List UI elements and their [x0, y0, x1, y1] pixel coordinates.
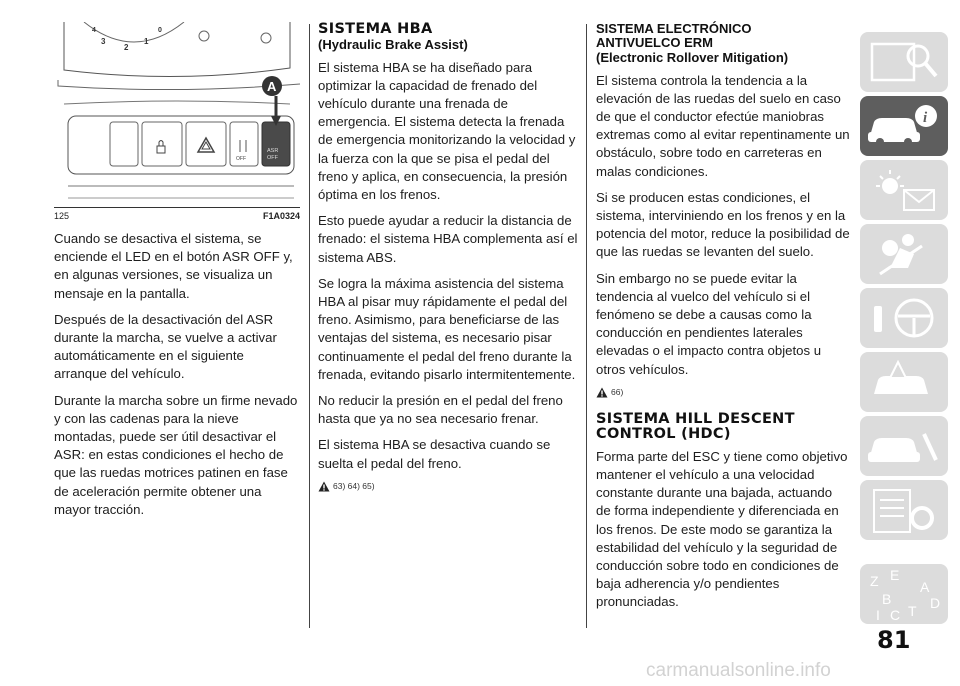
dial-label-0: 0: [158, 27, 162, 34]
section-subtitle-hba: (Hydraulic Brake Assist): [318, 37, 468, 52]
section-title-erm-line1: SISTEMA ELECTRÓNICO: [596, 21, 752, 36]
airbag-passenger-icon: [860, 224, 948, 284]
tab-specifications[interactable]: [860, 480, 948, 540]
off-label: OFF: [267, 155, 278, 161]
paragraph: Si se producen estas condiciones, el sistema, interviniendo en los frenos y en la potencia del motor, reduce la posibilidad de que las ruedas se levanten del suelo.: [596, 189, 850, 260]
svg-text:E: E: [890, 567, 900, 583]
svg-text:I: I: [876, 607, 880, 623]
steering-wheel-icon: [860, 288, 948, 348]
car-maintenance-icon: [860, 416, 948, 476]
column-divider: [586, 24, 587, 628]
svg-text:A: A: [920, 579, 930, 595]
warning-reference: [318, 481, 580, 492]
svg-text:T: T: [908, 603, 917, 619]
traction-off-icon: [236, 140, 246, 162]
paragraph: Esto puede ayudar a reducir la distancia de frenado: el sistema HBA complementa así el sistema ABS.: [318, 213, 578, 265]
svg-text:B: B: [882, 591, 892, 607]
specifications-gear-icon: [860, 480, 948, 540]
section-subtitle-erm: (Electronic Rollover Mitigation): [596, 50, 789, 65]
figure-number: 125: [54, 211, 70, 221]
warning-refs: 66): [611, 387, 624, 398]
warning-triangle-icon: [596, 387, 608, 398]
warning-triangle-icon: [318, 481, 330, 492]
asr-label: ASR: [267, 148, 279, 154]
tab-car-maintenance[interactable]: [860, 416, 948, 476]
asr-button-figure: [54, 22, 300, 207]
car-info-icon: [860, 96, 948, 156]
paragraph: Forma parte del ESC y tiene como objetivo mantener el vehículo a una velocidad constante durante una bajada, actuando de forma independiente y diferenciada en los frenos. De este modo se garantiza la estabilidad del vehículo y la seguridad de conducción sobre todo en condiciones de baja adherencia y/o pendientes pronunciadas.: [596, 448, 848, 610]
footer-watermark: carmanualsonline.info: [646, 660, 831, 681]
paragraph: Cuando se desactiva el sistema, se enciende el LED en el botón ASR OFF y, en algunas versiones, se visualiza un mensaje en la pantalla.: [54, 231, 293, 301]
warning-reference: [596, 387, 850, 398]
paragraph: Después de la desactivación del ASR durante la marcha, se vuelve a activar automáticamente en el siguiente arranque del vehículo.: [54, 311, 277, 382]
lock-icon: [157, 141, 165, 154]
car-search-icon: [860, 32, 948, 92]
figure-caption: [54, 207, 300, 221]
svg-text:i: i: [923, 110, 928, 126]
car-emergency-icon: [860, 352, 948, 412]
column-right: [596, 22, 850, 620]
dashboard-illustration: [54, 22, 300, 207]
section-title-erm-line2: ANTIVUELCO ERM: [596, 35, 713, 50]
tab-steering-wheel[interactable]: [860, 288, 948, 348]
paragraph: El sistema HBA se desactiva cuando se suelta el pedal del freno.: [318, 437, 551, 471]
section-title-hdc-line1: SISTEMA HILL DESCENT: [596, 410, 795, 427]
hazard-triangle-icon: [198, 138, 214, 152]
dial-label-2: 2: [124, 43, 129, 52]
tab-car-info[interactable]: [860, 96, 948, 156]
svg-text:Z: Z: [870, 573, 879, 589]
page-number: 81: [877, 626, 911, 654]
tab-airbag-passenger[interactable]: [860, 224, 948, 284]
paragraph: No reducir la presión en el pedal del freno hasta que ya no sea necesario frenar.: [318, 392, 563, 427]
warning-refs: 63) 64) 65): [333, 481, 375, 492]
paragraph: El sistema controla la tendencia a la elevación de las ruedas del suelo en caso de que el conductor efectúe maniobras extremas como al evitar repentinamente un obstáculo, sobre todo en carreteras en malas condiciones.: [596, 72, 850, 179]
paragraph: Sin embargo no se puede evitar la tendencia al vuelco del vehículo si el fenómeno se debe a causas como la conducción en pendientes laterales elevadas o el impacto contra objetos u otros vehículos.: [596, 270, 822, 377]
warning-lights-icon: [860, 160, 948, 220]
tab-car-emergency[interactable]: [860, 352, 948, 412]
tab-car-search[interactable]: [860, 32, 948, 92]
svg-text:D: D: [930, 595, 941, 611]
paragraph: Durante la marcha sobre un firme nevado y con las cadenas para la nieve montadas, puede ser útil desactivar el ASR: en estas condiciones el hecho de que las ruedas motrices patinen en fase de aceleración permite obtener una mayor tracción.: [54, 392, 298, 517]
small-off-label: OFF: [236, 156, 246, 162]
section-title-hba: SISTEMA HBA: [318, 21, 433, 37]
svg-text:C: C: [890, 607, 901, 623]
section-title-hdc-line2: CONTROL (HDC): [596, 425, 731, 442]
paragraph: Se logra la máxima asistencia del sistema HBA al pisar muy rápidamente el pedal del freno. Asimismo, para beneficiarse de las ventajas del sistema, es necesario pisar continuamente el pedal del freno durante la frenada, evitando pisarlo intermitentemente.: [318, 275, 576, 382]
paragraph: El sistema HBA se ha diseñado para optimizar la capacidad de frenado del vehículo durante una frenada de emergencia. El sistema detecta la frenada de emergencia monitorizando la velocidad y la fuerza con la que se pisa el pedal del freno y aplica, en consecuencia, la presión óptima en los frenos.: [318, 59, 576, 202]
index-letters-icon: [860, 564, 948, 624]
dial-label-1: 1: [144, 37, 149, 46]
column-left: [54, 22, 300, 527]
figure-code: F1A0324: [262, 211, 300, 221]
column-middle: [318, 22, 580, 506]
dial-label-3: 3: [101, 37, 106, 46]
callout-a: A: [267, 79, 277, 94]
column-divider: [309, 24, 310, 628]
dial-label-4: 4: [92, 27, 96, 34]
tab-warning-lights[interactable]: [860, 160, 948, 220]
tab-index[interactable]: [860, 564, 948, 624]
